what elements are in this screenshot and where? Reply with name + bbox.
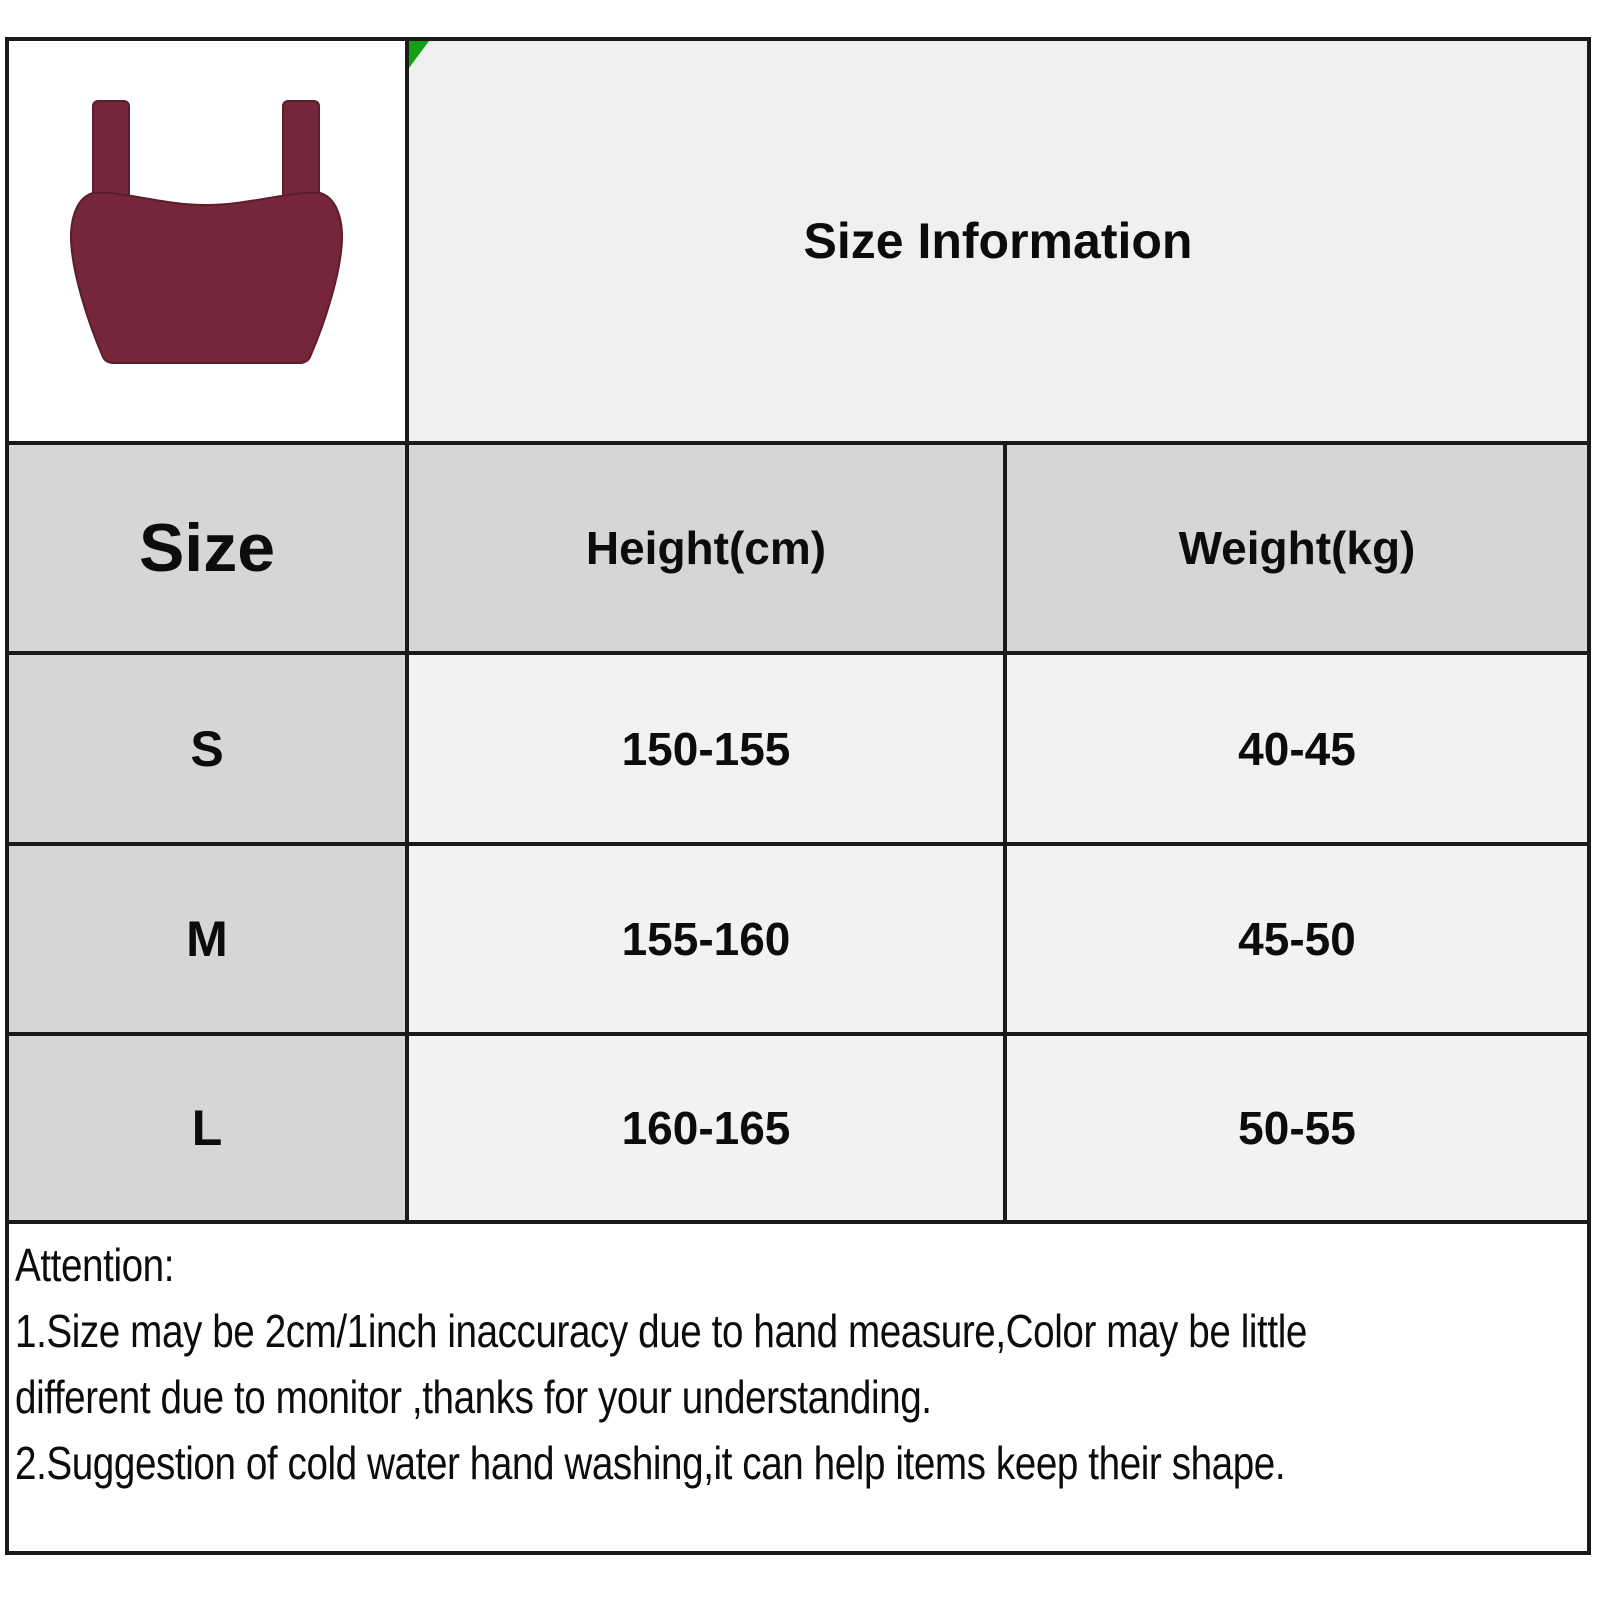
right-strap <box>283 101 319 201</box>
attention-note-1b: different due to monitor ,thanks for your understanding. <box>15 1371 932 1423</box>
attention-notes <box>9 1224 1587 1551</box>
attention-heading: Attention: <box>15 1239 175 1291</box>
row-l-weight-value: 50-55 <box>1007 1036 1587 1220</box>
row-s-size-label: S <box>9 655 405 842</box>
column-header-weight: Weight(kg) <box>1007 445 1587 651</box>
column-header-size: Size <box>9 445 405 651</box>
bodice <box>71 193 342 363</box>
column-header-height: Height(cm) <box>409 445 1003 651</box>
size-information-header <box>409 41 1587 441</box>
product-photo-cell <box>9 41 405 441</box>
size-table-grid <box>5 37 1591 1555</box>
attention-note-2: 2.Suggestion of cold water hand washing,it can help items keep their shape. <box>15 1437 1286 1489</box>
row-m-size-label: M <box>9 846 405 1032</box>
row-s-height-value: 150-155 <box>409 655 1003 842</box>
size-information-title: Size Information <box>803 213 1193 269</box>
row-m-height-value: 155-160 <box>409 846 1003 1032</box>
attention-note-1a: 1.Size may be 2cm/1inch inaccuracy due to hand measure,Color may be little <box>15 1305 1307 1357</box>
row-m-weight-value: 45-50 <box>1007 846 1587 1032</box>
row-s-weight-value: 40-45 <box>1007 655 1587 842</box>
left-strap <box>93 101 129 201</box>
green-corner-marker-icon <box>409 41 429 68</box>
row-l-size-label: L <box>9 1036 405 1220</box>
row-l-height-value: 160-165 <box>409 1036 1003 1220</box>
crop-top-image <box>9 41 405 441</box>
